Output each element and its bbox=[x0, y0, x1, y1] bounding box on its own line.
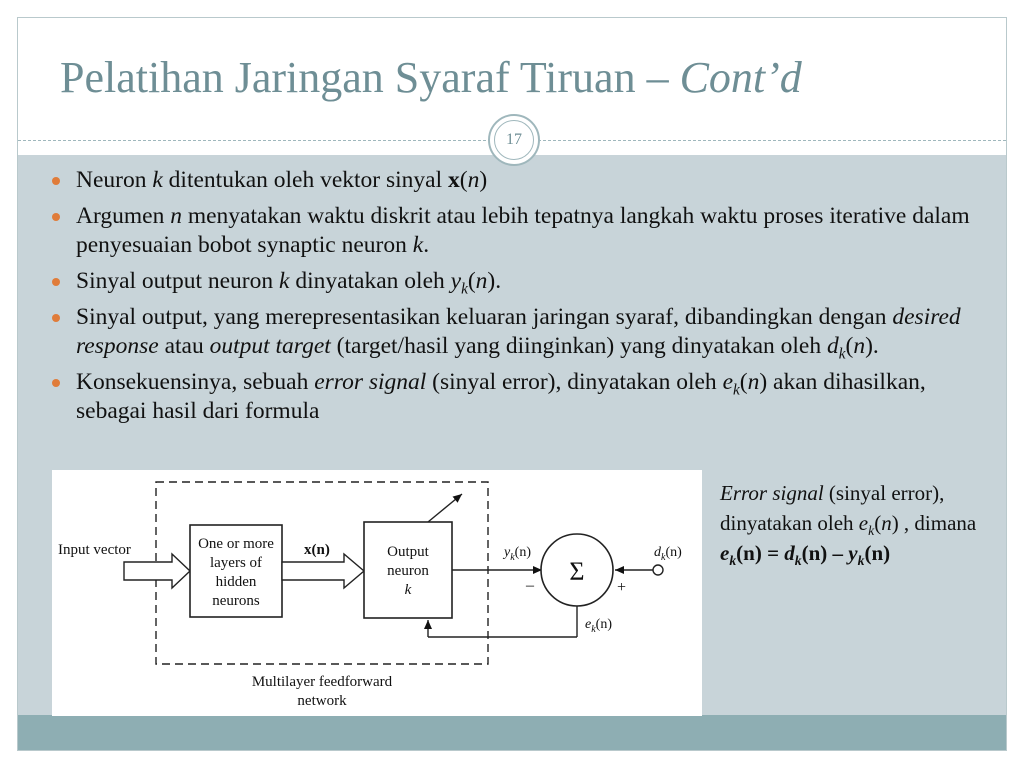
bullet-item bbox=[50, 303, 970, 361]
note-italic: n bbox=[881, 511, 892, 535]
hidden-layers-label: One or more bbox=[198, 536, 274, 552]
bullet-text: ( bbox=[467, 268, 476, 294]
bullet-text: ). bbox=[487, 268, 502, 294]
bullet-text: (sinyal error), dinyatakan oleh bbox=[426, 369, 723, 395]
bullet-dot-icon bbox=[52, 177, 60, 185]
note-text: (sinyal error), dinyatakan oleh bbox=[720, 481, 945, 535]
hidden-layers-label: layers of bbox=[209, 555, 263, 571]
note-italic: e bbox=[858, 511, 869, 535]
bullet-text: menyatakan waktu diskrit atau lebih tepatnya langkah waktu proses iterative dalam penyesuaian bobot synaptic neuron bbox=[76, 203, 970, 258]
page-number: 17 bbox=[494, 120, 534, 160]
bullet-italic: e bbox=[722, 369, 733, 395]
output-neuron-label: Output bbox=[387, 544, 429, 560]
bullet-text: dinyatakan oleh bbox=[289, 268, 451, 294]
bullet-italic: n bbox=[475, 268, 488, 294]
formula-part: d bbox=[784, 541, 795, 565]
bullet-item bbox=[50, 368, 970, 426]
formula-part: (n) – bbox=[801, 541, 849, 565]
diagram-caption: network bbox=[297, 693, 347, 709]
title-main: Pelatihan Jaringan Syaraf Tiruan – bbox=[60, 53, 680, 102]
error-formula bbox=[720, 538, 1000, 568]
bullet-text: Sinyal output, yang merepresentasikan keluaran jaringan syaraf, dibandingkan dengan bbox=[76, 304, 893, 330]
page-number-badge bbox=[488, 114, 540, 166]
bullet-text: Argumen bbox=[76, 203, 171, 229]
input-arrow-icon bbox=[124, 554, 190, 588]
bullet-text: Neuron bbox=[76, 167, 153, 193]
bullet-text: ( bbox=[739, 369, 748, 395]
bullet-text: ) bbox=[479, 167, 488, 193]
desired-response-terminal bbox=[653, 565, 663, 575]
note-text: ) , dimana bbox=[891, 511, 977, 535]
bullet-text: . bbox=[423, 232, 430, 258]
bullet-italic: n bbox=[853, 333, 866, 359]
network-diagram-svg bbox=[52, 470, 702, 716]
bullet-italic: output target bbox=[209, 333, 331, 359]
bullet-italic: n bbox=[467, 167, 480, 193]
note-italic: Error signal bbox=[720, 481, 824, 505]
bullet-italic: n bbox=[170, 203, 182, 229]
bullet-italic: k bbox=[412, 232, 424, 258]
bullet-text: Sinyal output neuron bbox=[76, 268, 279, 294]
bullet-text: ( bbox=[459, 167, 468, 193]
e-signal-label: $e_k(n)$ bbox=[585, 617, 612, 635]
bullet-item bbox=[50, 202, 970, 260]
formula-subscript: k bbox=[794, 552, 802, 568]
bullet-italic: k bbox=[152, 167, 163, 193]
error-signal-note bbox=[720, 478, 1000, 568]
bullet-italic: error signal bbox=[314, 369, 427, 395]
minus-sign: – bbox=[526, 577, 534, 594]
formula-part: (n) = bbox=[736, 541, 785, 565]
title-italic: Cont’d bbox=[679, 53, 802, 102]
note-text: ( bbox=[874, 511, 882, 535]
bullet-item bbox=[50, 267, 970, 296]
formula-subscript: k bbox=[857, 552, 865, 568]
output-neuron-label: neuron bbox=[387, 563, 429, 579]
bullet-dot-icon bbox=[52, 314, 60, 322]
bullet-italic: d bbox=[826, 333, 839, 359]
bullet-subscript: k bbox=[461, 280, 468, 298]
bullet-subscript: k bbox=[838, 345, 846, 363]
bullet-list bbox=[50, 166, 970, 433]
formula-subscript: k bbox=[729, 552, 737, 568]
bullet-italic: y bbox=[450, 268, 462, 294]
formula-part: e bbox=[720, 541, 730, 565]
diagram-caption: Multilayer feedforward bbox=[251, 674, 393, 690]
bullet-text: ). bbox=[865, 333, 879, 359]
d-signal-label: $d_k(n)$ bbox=[654, 545, 682, 563]
note-subscript: k bbox=[868, 522, 875, 538]
bullet-item bbox=[50, 166, 970, 195]
bullet-dot-icon bbox=[52, 278, 60, 286]
bullet-text: ( bbox=[845, 333, 854, 359]
bullet-text: ) akan dihasilkan, sebagai hasil dari formula bbox=[76, 369, 926, 424]
bullet-bold: x bbox=[448, 167, 460, 193]
bullet-italic: desired response bbox=[76, 304, 961, 359]
bullet-text: Konsekuensinya, sebuah bbox=[76, 369, 315, 395]
bullet-dot-icon bbox=[52, 213, 60, 221]
hidden-to-output-arrow-icon bbox=[282, 554, 364, 588]
formula-part: (n) bbox=[864, 541, 891, 565]
input-vector-label: Input vector bbox=[58, 542, 131, 558]
x-signal-label: x(n) bbox=[304, 542, 330, 558]
footer-band bbox=[18, 715, 1006, 750]
sigma-symbol: Σ bbox=[569, 557, 585, 586]
hidden-layers-label: hidden bbox=[215, 574, 257, 590]
bullet-italic: k bbox=[279, 268, 290, 294]
bullet-text: atau bbox=[158, 333, 210, 359]
y-signal-label: $y_k(n)$ bbox=[504, 545, 531, 563]
bullet-subscript: k bbox=[733, 381, 740, 399]
output-neuron-label: k bbox=[404, 582, 412, 598]
bullet-text: ditentukan oleh vektor sinyal bbox=[162, 167, 448, 193]
bullet-text: (target/hasil yang diinginkan) yang dinyatakan oleh bbox=[330, 333, 827, 359]
network-diagram bbox=[52, 470, 702, 716]
slide-title bbox=[60, 52, 802, 103]
bullet-italic: n bbox=[747, 369, 760, 395]
plus-sign: + bbox=[617, 579, 627, 596]
weight-adjust-arrow bbox=[428, 494, 462, 522]
formula-part: y bbox=[848, 541, 858, 565]
hidden-layers-label: neurons bbox=[212, 593, 260, 609]
bullet-dot-icon bbox=[52, 379, 60, 387]
